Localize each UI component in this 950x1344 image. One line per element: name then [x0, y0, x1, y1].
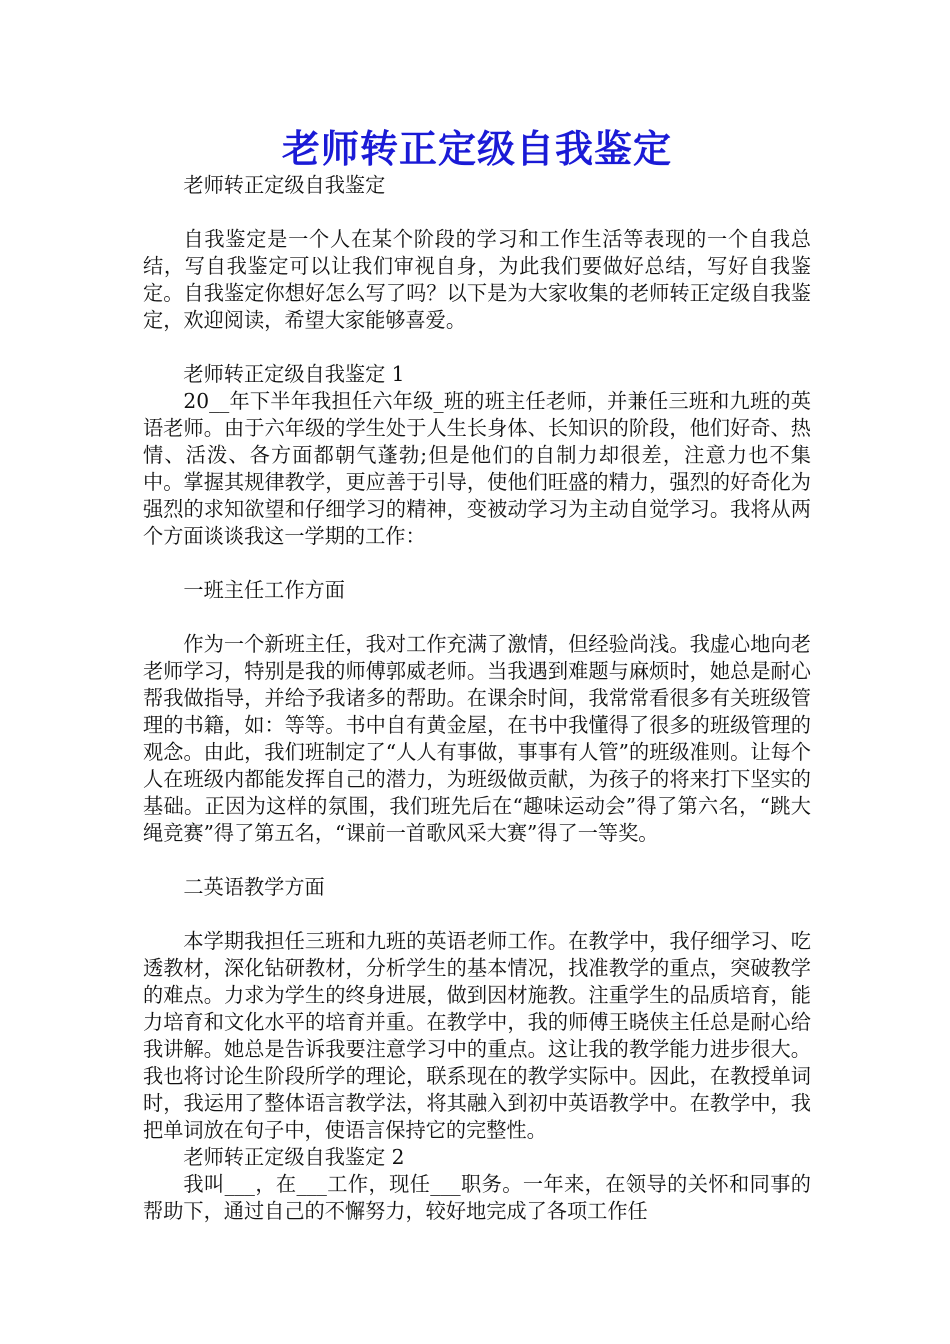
spacer	[143, 901, 811, 928]
spacer	[143, 550, 811, 577]
document-page	[143, 122, 811, 1225]
document-title: 老师转正定级自我鉴定	[281, 127, 672, 171]
spacer	[143, 334, 811, 361]
spacer	[143, 199, 811, 226]
part-2-heading: 二英语教学方面	[183, 875, 325, 899]
spacer	[143, 604, 811, 631]
document-subtitle: 老师转正定级自我鉴定	[183, 173, 386, 197]
section-2-paragraph: 我叫___，在___工作，现任___职务。一年来，在领导的关怀和同事的帮助下，通过自己的不懈努力，较好地完成了各项工作任	[143, 1172, 811, 1223]
section-1-paragraph: 20__年下半年我担任六年级_班的班主任老师，并兼任三班和九班的英语老师。由于六年级的学生处于人生长身体、长知识的阶段，他们好奇、热情、活泼、各方面都朝气蓬勃;但是他们的自制力却很差，注意力也不集中。掌握其规律教学，更应善于引导，使他们旺盛的精力，强烈的好奇化为强烈的求知欲望和仔细学习的精神，变被动学习为主动自觉学习。我将从两个方面谈谈我这一学期的工作：	[143, 389, 811, 548]
spacer	[143, 847, 811, 874]
part-1-heading: 一班主任工作方面	[183, 578, 345, 602]
intro-paragraph: 自我鉴定是一个人在某个阶段的学习和工作生活等表现的一个自我总结，写自我鉴定可以让我们审视自身，为此我们要做好总结，写好自我鉴定。自我鉴定你想好怎么写了吗？以下是为大家收集的老师转正定级自我鉴定，欢迎阅读，希望大家能够喜爱。	[143, 227, 811, 332]
part-2-paragraph: 本学期我担任三班和九班的英语老师工作。在教学中，我仔细学习、吃透教材，深化钻研教材，分析学生的基本情况，找准教学的重点，突破教学的难点。力求为学生的终身进展，做到因材施教。注重学生的品质培育，能力培育和文化水平的培育并重。在教学中，我的师傅王晓侠主任总是耐心给我讲解。她总是告诉我要注意学习中的重点。这让我的教学能力进步很大。我也将讨论生阶段所学的理论，联系现在的教学实际中。因此，在教授单词时，我运用了整体语言教学法，将其融入到初中英语教学中。在教学中，我把单词放在句子中，使语言保持它的完整性。	[143, 929, 811, 1142]
section-2-heading: 老师转正定级自我鉴定 2	[183, 1145, 405, 1169]
part-1-paragraph: 作为一个新班主任，我对工作充满了激情，但经验尚浅。我虚心地向老老师学习，特别是我的师傅郭威老师。当我遇到难题与麻烦时，她总是耐心帮我做指导，并给予我诸多的帮助。在课余时间，我常常看很多有关班级管理的书籍，如：等等。书中自有黄金屋，在书中我懂得了很多的班级管理的观念。由此，我们班制定了“人人有事做，事事有人管”的班级准则。让每个人在班级内都能发挥自己的潜力，为班级做贡献，为孩子的将来打下坚实的基础。正因为这样的氛围，我们班先后在“趣味运动会”得了第六名，“跳大绳竞赛”得了第五名，“课前一首歌风采大赛”得了一等奖。	[143, 632, 811, 845]
section-1-heading: 老师转正定级自我鉴定 1	[183, 362, 405, 386]
